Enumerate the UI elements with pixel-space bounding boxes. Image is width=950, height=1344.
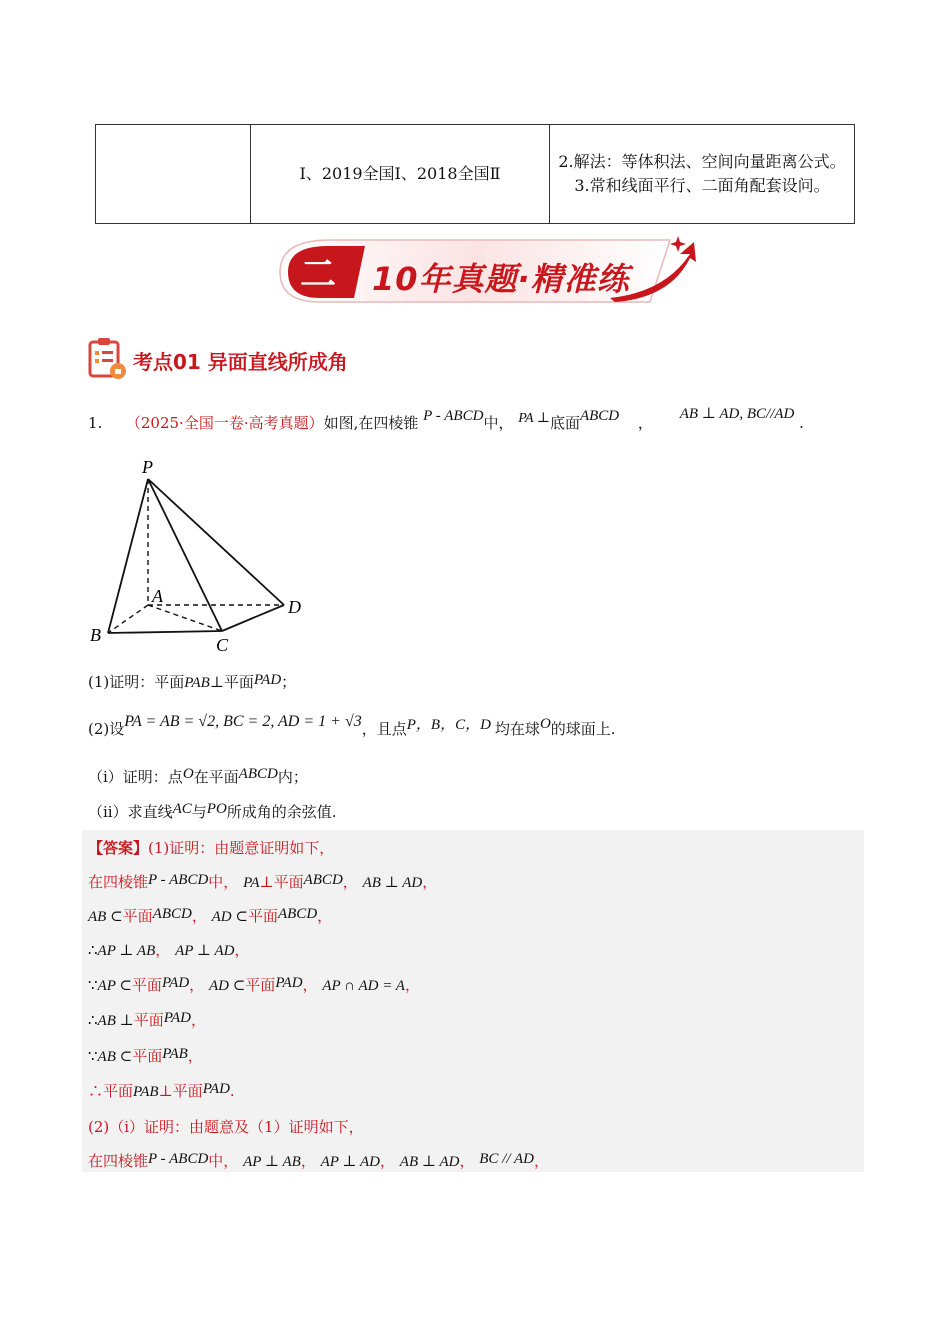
t: ， <box>300 1152 316 1170</box>
t: ， <box>155 941 171 959</box>
p2-points: P，B，C，D <box>406 717 491 733</box>
t: ⊥平面 <box>259 873 304 891</box>
m: P - ABCD <box>148 872 209 888</box>
period: . <box>799 414 804 432</box>
m: AD ⊂ <box>211 909 248 925</box>
t: 平面 <box>245 976 276 994</box>
m: AB ⊂ <box>88 909 123 925</box>
answer-tag: 【答案】 <box>88 839 149 857</box>
t: 平面 <box>132 1047 163 1065</box>
p2-prefix: (2)设 <box>88 720 125 738</box>
t: 中， <box>208 873 239 891</box>
comma: ， <box>637 414 653 432</box>
pii-po: PO <box>206 801 227 817</box>
m: PAB <box>162 1046 188 1062</box>
t: ， <box>533 1152 549 1170</box>
pi-prefix: （i）证明：点 <box>88 768 183 786</box>
m: AD ⊂ <box>208 978 246 994</box>
pii-end: 所成角的余弦值. <box>226 803 337 821</box>
m: PA <box>243 875 260 891</box>
m: PAD <box>275 975 303 991</box>
m: AP ⊂ <box>97 978 132 994</box>
pi-mid: 在平面 <box>193 768 239 786</box>
t: ， <box>191 907 207 925</box>
answer-line-9: (2)（i）证明：由题意及（1）证明如下， <box>88 1118 364 1136</box>
pii-mid: 与 <box>191 803 207 821</box>
t: ， <box>422 873 438 891</box>
m: PAD <box>163 1010 191 1026</box>
m: PAD <box>161 975 190 991</box>
m: AP ⊥ AD <box>320 1154 380 1170</box>
p1-pad: PAD <box>253 672 282 688</box>
table-cell-empty <box>96 125 251 224</box>
label-p: P <box>142 457 153 477</box>
pyramid-name: P - ABCD <box>423 408 484 424</box>
table-row <box>96 125 855 224</box>
p2-end: 均在球 <box>494 720 540 738</box>
part-2-ii <box>88 801 337 822</box>
t: ∴ <box>88 1011 98 1029</box>
t: ， <box>234 941 250 959</box>
m: AB ⊥ AD <box>362 875 423 891</box>
answer-line-6 <box>88 1009 206 1030</box>
pii-prefix: （ii）求直线 <box>88 803 173 821</box>
p1-prefix: (1)证明：平面 <box>88 673 185 691</box>
m: AP ⊥ AD <box>175 943 235 959</box>
answer-text-1: (1)证明：由题意证明如下， <box>148 839 335 857</box>
banner-number: 二 <box>300 254 337 295</box>
t: 在四棱锥 <box>88 873 149 891</box>
section-title: 考点01 异面直线所成角 <box>133 350 348 374</box>
m: AB ⊂ <box>97 1049 133 1065</box>
problem-source: （2025·全国一卷·高考真题） <box>125 414 324 432</box>
p1-perp: ⊥平面 <box>209 673 254 691</box>
m: ABCD <box>303 872 343 888</box>
p2-equation: PA = AB = √2, BC = 2, AD = 1 + √3 <box>124 713 362 730</box>
t: ， <box>190 1011 206 1029</box>
part-2 <box>88 713 616 739</box>
answer-line-7 <box>88 1045 203 1066</box>
t: ∵ <box>88 976 98 994</box>
t: 中， <box>208 1152 239 1170</box>
stem-mid: 中， <box>483 414 514 432</box>
note-line-2: 2.解法：等体积法、空间向量距离公式。 <box>558 152 846 171</box>
t: ， <box>317 907 333 925</box>
m: P - ABCD <box>148 1151 209 1167</box>
pi-end: 内； <box>277 768 308 786</box>
t: 平面 <box>247 907 278 925</box>
t: ， <box>380 1152 396 1170</box>
note-line-3: 3.常和线面平行、二面角配套设问。 <box>574 176 830 195</box>
base-text: 底面 <box>549 414 580 432</box>
p2-o: O <box>539 716 551 732</box>
pa-perp: PA ⊥ <box>518 411 550 426</box>
m: ABCD <box>152 906 192 922</box>
m: BC // AD <box>479 1151 534 1167</box>
answer-line-3 <box>88 905 332 926</box>
part-1 <box>88 671 296 692</box>
label-b: B <box>90 625 101 645</box>
m: AP ⊥ AB <box>243 1154 301 1170</box>
p1-end: ； <box>281 673 297 691</box>
answer-line-2 <box>88 871 437 892</box>
label-d: D <box>288 597 301 617</box>
t: . <box>229 1082 235 1100</box>
t: 平面 <box>131 976 162 994</box>
answer-line-8 <box>88 1080 235 1101</box>
t: ， <box>459 1152 475 1170</box>
p2-tail: 的球面上. <box>550 720 616 738</box>
m: AB ⊥ <box>97 1013 134 1029</box>
problem-stem <box>88 406 804 433</box>
clipboard-icon <box>86 336 128 380</box>
t: ⊥平面 <box>158 1082 203 1100</box>
m: AP ⊥ AB <box>97 943 156 959</box>
label-a: A <box>152 586 163 606</box>
pi-o: O <box>182 766 194 782</box>
t: ∴ <box>88 941 98 959</box>
p2-mid: ，且点 <box>361 720 407 738</box>
m: PAB <box>133 1084 159 1100</box>
t: ∴平面 <box>88 1082 134 1100</box>
m: ABCD <box>277 906 318 922</box>
t: ， <box>302 976 318 994</box>
pyramid-figure <box>86 455 316 655</box>
p1-pab: PAB <box>184 675 210 691</box>
t: 平面 <box>122 907 153 925</box>
answer-line-5 <box>88 974 420 995</box>
label-c: C <box>216 635 229 655</box>
answer-line-4 <box>88 939 249 960</box>
exam-table <box>95 124 855 224</box>
t: ， <box>187 1047 203 1065</box>
pii-ac: AC <box>172 801 192 817</box>
t: ， <box>404 976 420 994</box>
part-2-i <box>88 766 308 787</box>
m: AB ⊥ AD <box>399 1154 460 1170</box>
base-abcd: ABCD <box>579 408 620 424</box>
t: 在四棱锥 <box>88 1152 149 1170</box>
banner-title: 10年真题·精准练 <box>372 260 630 298</box>
table-cell-years: Ⅰ、2019全国Ⅰ、2018全国Ⅱ <box>251 125 550 224</box>
table-cell-notes <box>550 125 855 224</box>
m: AP ∩ AD = A <box>322 978 405 994</box>
answer-line-10 <box>88 1150 549 1171</box>
m: PAD <box>202 1081 230 1097</box>
condition: AB ⊥ AD, BC//AD <box>679 406 795 422</box>
stem-text: 如图,在四棱锥 <box>323 414 419 432</box>
t: 平面 <box>133 1011 164 1029</box>
t: ， <box>342 873 358 891</box>
t: ， <box>189 976 205 994</box>
pi-abcd: ABCD <box>238 766 278 782</box>
answer-line-1 <box>88 837 334 858</box>
problem-number: 1. <box>88 414 103 432</box>
t: ∵ <box>88 1047 98 1065</box>
